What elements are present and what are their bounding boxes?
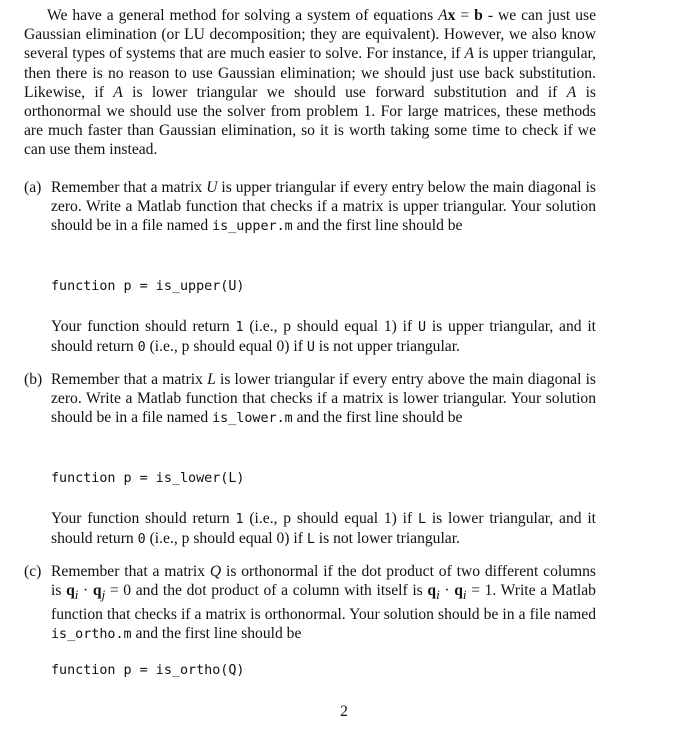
part-b-return-note: Your function should return 1 (i.e., p should equal 1) if L is lower triangular, and it should return 0 (i.e., p should equal 0) if L is not lower triangular. — [51, 510, 597, 548]
filename-is-ortho: is_ortho.m — [51, 626, 132, 642]
code-line-is-upper: function p = is_upper(U) — [51, 279, 245, 294]
page-number: 2 — [340, 703, 348, 720]
code-line-is-ortho: function p = is_ortho(Q) — [51, 663, 245, 678]
part-b-description: Remember that a matrix L is lower triangular if every entry above the main diagonal is zero. Write a Matlab function that checks if a matrix is lower triangular. Your solution should be in a file named is_lower.m and the first line should be — [51, 371, 596, 427]
filename-is-lower: is_lower.m — [212, 411, 293, 427]
part-a-return-note: Your function should return 1 (i.e., p should equal 1) if U is upper triangular, and it should return 0 (i.e., p should equal 0) if U is not upper triangular. — [51, 318, 597, 356]
part-c-label: (c) — [24, 563, 42, 580]
part-a-label: (a) — [24, 179, 42, 196]
code-line-is-lower: function p = is_lower(L) — [51, 471, 245, 486]
part-a-description: Remember that a matrix U is upper triangular if every entry below the main diagonal is zero. Write a Matlab function that checks if a matrix is upper triangular. Your solution should be in a file named is_upper.m and the first line should be — [51, 179, 596, 235]
intro-paragraph: We have a general method for solving a system of equations Ax = b - we can just use Gaussian elimination (or LU decomposition; they are equivalent). However, we also know several types of systems that are much easier to solve. For instance, if A is upper triangular, then there is no reason to use Gaussian elimination; we should just use back substitution. Likewise, if A is lower triangular we should use forward substitution and if A is orthonormal we should use the solver from problem 1. For large matrices, these methods are much faster than Gaussian elimination, so it is worth taking some time to check if we can use them instead. — [24, 7, 597, 159]
part-c-description: Remember that a matrix Q is orthonormal if the dot product of two different columns is $q_i \cdot q_j = 0$ and the dot product of a column with itself is $q_i \cdot q_i = 1$. Write a Matlab function that checks if a matrix is orthonormal. Your solution should be in a file named is_ortho.m and the first line should be — [51, 563, 596, 642]
filename-is-upper: is_upper.m — [212, 219, 293, 235]
part-b-label: (b) — [24, 371, 43, 388]
